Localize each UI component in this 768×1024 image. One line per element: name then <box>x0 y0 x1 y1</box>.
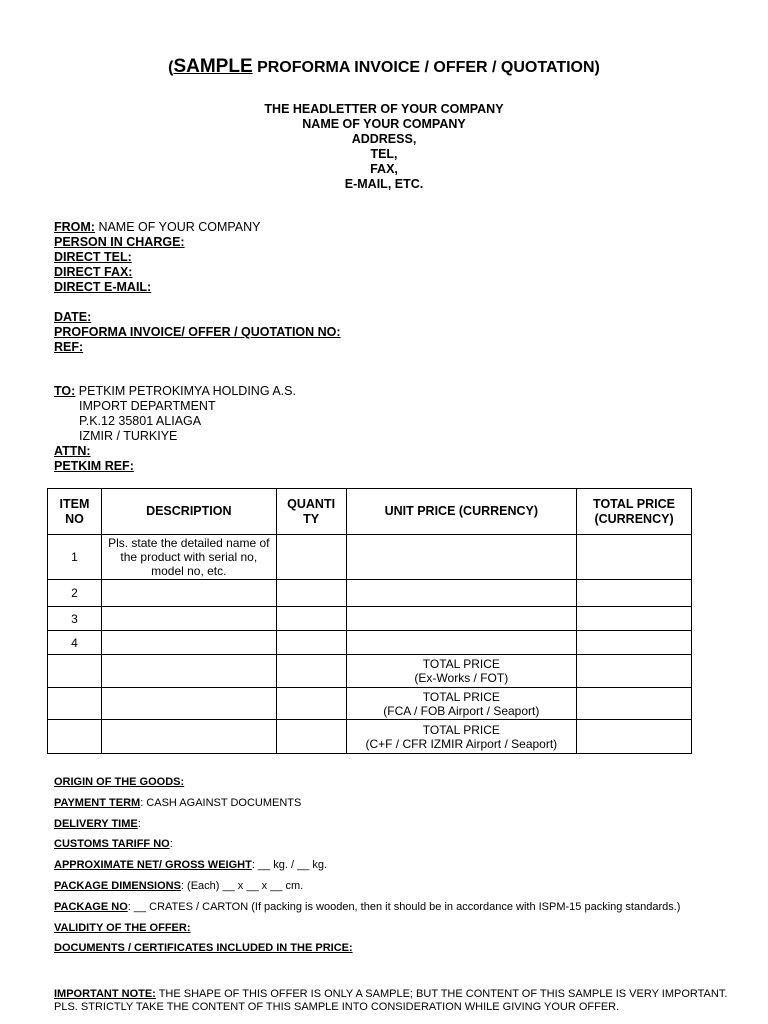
item-total-price <box>577 607 692 631</box>
term-validity: VALIDITY OF THE OFFER: <box>54 921 191 934</box>
ref-label: REF: <box>54 340 84 354</box>
header-unit-price: UNIT PRICE (CURRENCY) <box>346 489 576 535</box>
total-price-value <box>577 655 692 688</box>
table-header-row <box>48 489 692 535</box>
item-total-price <box>577 535 692 580</box>
total-row <box>48 688 692 720</box>
total-price-label: TOTAL PRICE (C+F / CFR IZMIR Airport / Seaport) <box>346 720 576 754</box>
term-delivery-time: DELIVERY TIME: <box>54 817 141 830</box>
item-number: 3 <box>48 607 102 631</box>
quotation-number-label: PROFORMA INVOICE/ OFFER / QUOTATION NO: <box>54 325 341 339</box>
from-value: NAME OF YOUR COMPANY <box>94 220 261 234</box>
item-description <box>101 607 276 631</box>
item-quantity <box>276 631 346 655</box>
to-company: PETKIM PETROKIMYA HOLDING A.S. <box>75 384 296 398</box>
header-quantity: QUANTI TY <box>276 489 346 535</box>
item-quantity <box>276 535 346 580</box>
direct-email-label: DIRECT E-MAIL: <box>54 280 152 294</box>
from-label: FROM: <box>54 220 95 234</box>
direct-fax-label: DIRECT FAX: <box>54 265 133 279</box>
letterhead <box>0 102 768 192</box>
table-row <box>48 535 692 580</box>
important-note <box>54 988 744 1014</box>
item-unit-price <box>346 580 576 607</box>
table-row <box>48 631 692 655</box>
item-number: 2 <box>48 580 102 607</box>
letterhead-line: FAX, <box>370 162 398 176</box>
document-title <box>0 56 768 78</box>
term-documents: DOCUMENTS / CERTIFICATES INCLUDED IN THE PRICE: <box>54 942 353 955</box>
total-price-value <box>577 720 692 754</box>
to-city: IZMIR / TURKIYE <box>79 429 178 443</box>
item-unit-price <box>346 607 576 631</box>
letterhead-line: ADDRESS, <box>351 132 417 146</box>
important-note-label: IMPORTANT NOTE: <box>54 988 156 1000</box>
item-number: 4 <box>48 631 102 655</box>
petkim-ref-label: PETKIM REF: <box>54 459 134 473</box>
total-price-label: TOTAL PRICE (Ex-Works / FOT) <box>346 655 576 688</box>
total-price-value <box>577 688 692 720</box>
title-prefix: ( <box>168 59 174 76</box>
to-address: P.K.12 35801 ALIAGA <box>79 414 202 428</box>
total-price-label: TOTAL PRICE (FCA / FOB Airport / Seaport) <box>346 688 576 720</box>
item-description: Pls. state the detailed name of the product with serial no, model no, etc. <box>101 535 276 580</box>
terms-block <box>54 775 680 962</box>
letterhead-line: NAME OF YOUR COMPANY <box>302 117 466 131</box>
title-rest: PROFORMA INVOICE / OFFER / QUOTATION) <box>252 59 600 76</box>
direct-tel-label: DIRECT TEL: <box>54 250 132 264</box>
term-package-dimensions: PACKAGE DIMENSIONS: (Each) __ x __ x __ cm. <box>54 879 304 892</box>
reference-block <box>54 310 341 355</box>
table-row <box>48 607 692 631</box>
sender-block <box>54 220 261 295</box>
item-quantity <box>276 580 346 607</box>
header-description: DESCRIPTION <box>101 489 276 535</box>
items-table <box>47 488 692 754</box>
item-unit-price <box>346 631 576 655</box>
to-label: TO: <box>54 384 76 398</box>
total-row <box>48 655 692 688</box>
item-total-price <box>577 631 692 655</box>
term-package-no: PACKAGE NO: __ CRATES / CARTON (If packing is wooden, then it should be in accordance with ISPM-15 packing standards.) <box>54 900 681 913</box>
letterhead-line: TEL, <box>370 147 398 161</box>
date-label: DATE: <box>54 310 92 324</box>
term-customs-tariff: CUSTOMS TARIFF NO: <box>54 838 173 851</box>
term-payment: PAYMENT TERM: CASH AGAINST DOCUMENTS <box>54 796 302 809</box>
header-item-no: ITEM NO <box>48 489 102 535</box>
letterhead-line: THE HEADLETTER OF YOUR COMPANY <box>264 102 504 116</box>
item-description <box>101 631 276 655</box>
recipient-block <box>54 384 296 474</box>
table-row <box>48 580 692 607</box>
item-unit-price <box>346 535 576 580</box>
item-quantity <box>276 607 346 631</box>
to-department: IMPORT DEPARTMENT <box>79 399 216 413</box>
total-row <box>48 720 692 754</box>
attn-label: ATTN: <box>54 444 91 458</box>
title-sample: SAMPLE <box>173 56 253 77</box>
important-note-text: THE SHAPE OF THIS OFFER IS ONLY A SAMPLE; BUT THE CONTENT OF THIS SAMPLE IS VERY IMPORTANT. PLS. STRICTLY TAKE THE CONTENT OF THIS SAMPLE INTO CONSIDERATION WHILE GIVING YOUR OFFER. <box>54 988 728 1013</box>
item-number: 1 <box>48 535 102 580</box>
item-total-price <box>577 580 692 607</box>
person-in-charge-label: PERSON IN CHARGE: <box>54 235 185 249</box>
header-total-price: TOTAL PRICE (CURRENCY) <box>577 489 692 535</box>
item-description <box>101 580 276 607</box>
term-weight: APPROXIMATE NET/ GROSS WEIGHT: __ kg. / __ kg. <box>54 859 328 872</box>
letterhead-line: E-MAIL, ETC. <box>344 177 424 191</box>
term-origin: ORIGIN OF THE GOODS: <box>54 776 185 788</box>
